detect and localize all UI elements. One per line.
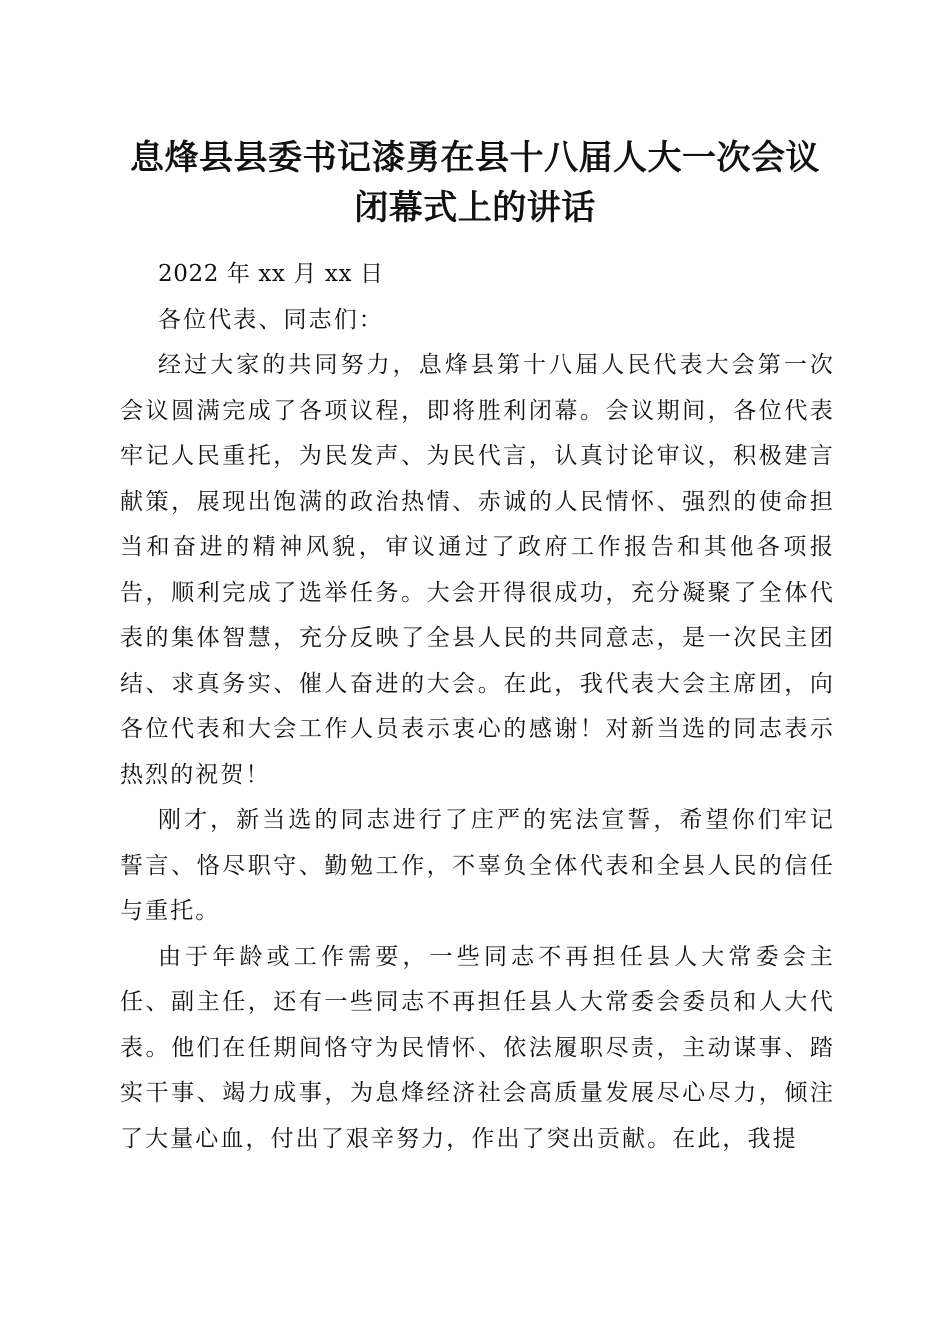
title-line-2: 闭幕式上的讲话 [354, 188, 596, 228]
document-title [100, 133, 850, 233]
speech-date: 2022 年 xx 月 xx 日 [158, 261, 384, 287]
paragraph-2: 刚才，新当选的同志进行了庄严的宪法宣誓，希望你们牢记誓言、恪尽职守、勤勉工作，不辜负全体代表和全县人民的信任与重托。 [120, 807, 835, 924]
paragraph-1: 经过大家的共同努力，息烽县第十八届人民代表大会第一次会议圆满完成了各项议程，即将胜利闭幕。会议期间，各位代表牢记人民重托，为民发声、为民代言，认真讨论审议，积极建言献策，展现出饱满的政治热情、赤诚的人民情怀、强烈的使命担当和奋进的精神风貌，审议通过了政府工作报告和其他各项报告，顺利完成了选举任务。大会开得很成功，充分凝聚了全体代表的集体智慧，充分反映了全县人民的共同意志，是一次民主团结、求真务实、催人奋进的大会。在此，我代表大会主席团，向各位代表和大会工作人员表示衷心的感谢！对新当选的同志表示热烈的祝贺！ [120, 352, 835, 788]
salutation: 各位代表、同志们： [158, 306, 384, 333]
paragraph-3: 由于年龄或工作需要，一些同志不再担任县人大常委会主任、副主任，还有一些同志不再担任县人大常委会委员和人大代表。他们在任期间恪守为民情怀、依法履职尽责，主动谋事、踏实干事、竭力成事，为息烽经济社会高质量发展尽心尽力，倾注了大量心血，付出了艰辛努力，作出了突出贡献。在此，我提 [120, 943, 835, 1152]
title-line-1: 息烽县县委书记漆勇在县十八届人大一次会议 [130, 138, 820, 178]
document-body [120, 252, 835, 1162]
